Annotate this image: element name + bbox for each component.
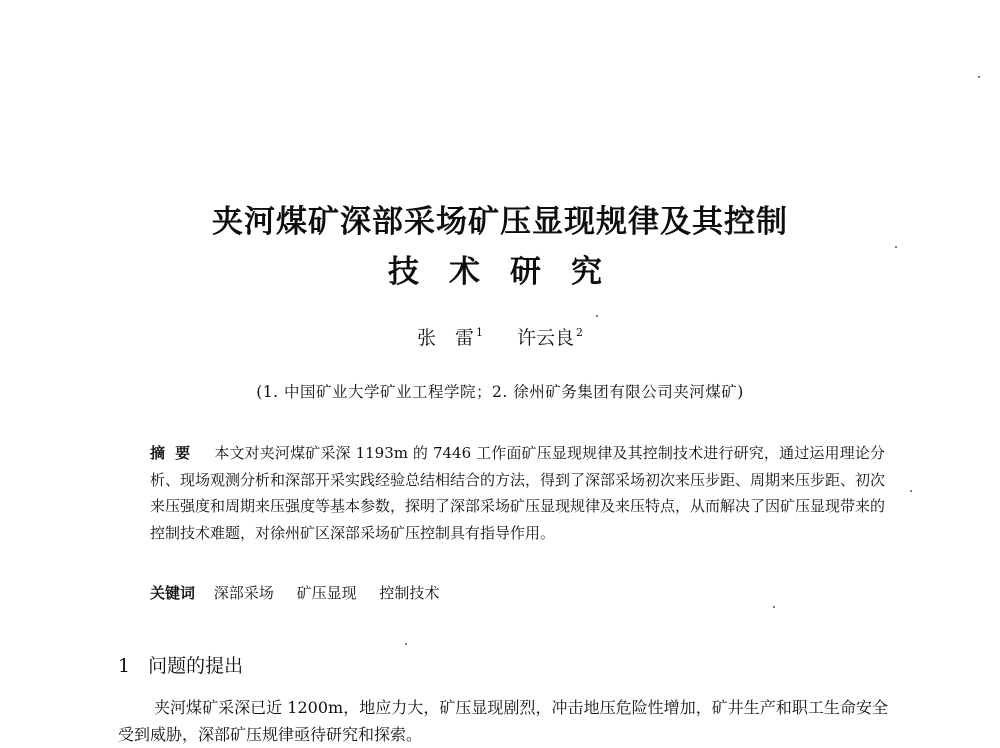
author-1-affiliation-mark: 1 bbox=[475, 326, 483, 339]
author-list bbox=[0, 323, 1000, 350]
scan-speck bbox=[978, 76, 980, 78]
scan-speck bbox=[773, 606, 775, 608]
keywords-label: 关键词 bbox=[150, 584, 196, 602]
scan-speck bbox=[596, 315, 598, 317]
abstract-text: 本文对夹河煤矿采深 1193m 的 7446 工作面矿压显现规律及其控制技术进行研究，通过运用理论分析、现场观测分析和深部开采实践经验总结相结合的方法，得到了深部采场初次来压步距、周期来压步距、初次来压强度和周期来压强度等基本参数，探明了深部采场矿压显现规律及来压特点，从而解决了因矿压显现带来的控制技术难题，对徐州矿区深部采场矿压控制具有指导作用。 bbox=[150, 444, 886, 542]
author-2 bbox=[517, 323, 583, 350]
keyword-1: 深部采场 bbox=[213, 584, 274, 602]
author-2-name: 许云良 bbox=[517, 327, 575, 349]
author-1-name: 张 雷 bbox=[416, 327, 474, 349]
abstract-label: 摘要 bbox=[150, 444, 201, 462]
author-2-affiliation-mark: 2 bbox=[576, 326, 584, 339]
section-1-number: 1 bbox=[118, 655, 131, 677]
abstract bbox=[150, 440, 885, 546]
scan-speck bbox=[895, 246, 897, 248]
section-1-paragraph: 夹河煤矿采深已近 1200m，地应力大，矿压显现剧烈，冲击地压危险性增加，矿井生产和职工生命安全受到威胁，深部矿压规律亟待研究和探索。 bbox=[118, 698, 888, 744]
paper-title-line1: 夹河煤矿深部采场矿压显现规律及其控制 bbox=[212, 204, 788, 240]
section-1-heading bbox=[118, 651, 243, 678]
scan-speck bbox=[405, 643, 407, 645]
affiliation-line: (1. 中国矿业大学矿业工程学院；2. 徐州矿务集团有限公司夹河煤矿) bbox=[256, 383, 744, 401]
section-1-title: 问题的提出 bbox=[148, 655, 244, 677]
keywords bbox=[150, 582, 885, 603]
author-1 bbox=[417, 323, 483, 350]
keyword-3: 控制技术 bbox=[379, 584, 440, 602]
scan-speck bbox=[910, 490, 912, 492]
paper-title-line2: 技术研究 bbox=[388, 254, 632, 290]
keyword-2: 矿压显现 bbox=[296, 584, 357, 602]
